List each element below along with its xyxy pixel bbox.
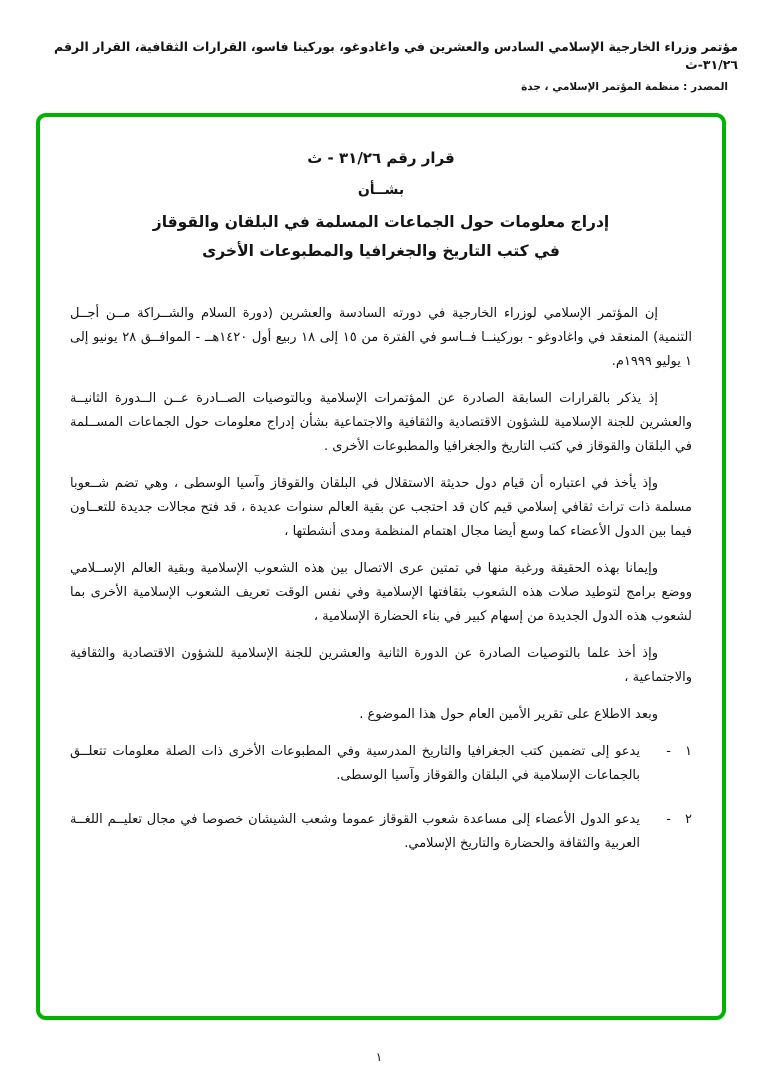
item-2-text: يدعو الدول الأعضاء إلى مساعدة شعوب القوقاز عموما وشعب الشيشان خصوصا في مجال تعليــم اللغــة العربية والثقافة والحضارة والتاريخ الإسلامي. bbox=[70, 812, 640, 851]
preamble-paragraph-1: إن المؤتمر الإسلامي لوزراء الخارجية في دورته السادسة والعشرين (دورة السلام والشــراكة مــن أجــل التنمية) المنعقد في واغادوغو - بوركينــا فــاسو في الفترة من ١٥ إلى ١٨ ربيع أول ١٤٢٠هــ - الموافــق ٢٨ يونيو إلى ١ يوليو ١٩٩٩م. bbox=[70, 306, 692, 369]
resolution-subject-line2: في كتب التاريخ والجغرافيا والمطبوعات الأخرى bbox=[202, 242, 560, 260]
item-1-text: يدعو إلى تضمين كتب الجغرافيا والتاريخ المدرسية وفي المطبوعات الأخرى ذات الصلة معلومات تتعلــق بالجماعات الإسلامية في البلقان والقوقاز وآسيا الوسطى. bbox=[70, 744, 640, 783]
operative-items bbox=[70, 740, 692, 856]
operative-item-1 bbox=[70, 740, 692, 788]
item-1-number: ١ - bbox=[666, 744, 692, 759]
document-header bbox=[0, 0, 758, 93]
preamble-paragraph-5: وإذ أخذ علما بالتوصيات الصادرة عن الدورة الثانية والعشرين للجنة الإسلامية للشؤون الاقتصادية والثقافية والاجتماعية ، bbox=[70, 646, 692, 685]
resolution-subject-line1: إدراج معلومات حول الجماعات المسلمة في البلقان والقوقاز bbox=[152, 213, 610, 231]
resolution-frame bbox=[36, 113, 726, 1020]
resolution-body bbox=[70, 302, 692, 727]
page-number: ١ bbox=[375, 1050, 383, 1064]
resolution-title-block bbox=[70, 149, 692, 260]
header-source: المصدر : منظمة المؤتمر الإسلامي ، جدة bbox=[521, 81, 728, 94]
preamble-paragraph-2: إذ يذكر بالقرارات السابقة الصادرة عن المؤتمرات الإسلامية وبالتوصيات الصــادرة عــن الــدورة الثانيــة والعشرين للجنة الإسلامية للشؤون الاقتصادية والثقافية والاجتماعية بشأن إدراج معلومات حول الجماعات المســلمة في البلقان والقوقاز في كتب التاريخ والجغرافيا والمطبوعات الأخرى . bbox=[70, 391, 692, 454]
preamble-paragraph-6: وبعد الاطلاع على تقرير الأمين العام حول هذا الموضوع . bbox=[359, 707, 658, 722]
header-title: مؤتمر وزراء الخارجية الإسلامي السادس والعشرين في واغادوغو، بوركينا فاسو، القرارات الثقافية، القرار الرقم ٣١/٢٦-ث bbox=[54, 39, 738, 73]
resolution-regarding: بشــأن bbox=[357, 182, 405, 198]
page-footer bbox=[0, 1050, 758, 1064]
resolution-number: قرار رقم ٣١/٢٦ - ث bbox=[307, 149, 455, 167]
preamble-paragraph-4: وإيمانا بهذه الحقيقة ورغبة منها في تمتين عرى الاتصال بين هذه الشعوب الإسلامية وبقية العالم الإســلامي ووضع برامج لتوطيد صلات هذه الشعوب بثقافتها الإسلامية وفي نفس الوقت تعريف الشعوب الإسلامية الأخرى بما لشعوب هذه الدول الجديدة من إسهام كبير في بناء الحضارة الإسلامية ، bbox=[70, 561, 692, 624]
item-2-number: ٢ - bbox=[666, 812, 692, 827]
operative-item-2 bbox=[70, 808, 692, 856]
preamble-paragraph-3: وإذ يأخذ في اعتباره أن قيام دول حديثة الاستقلال في البلقان والقوقاز وآسيا الوسطى ، وهي تضم شــعوبا مسلمة ذات تراث ثقافي إسلامي قيم كان قد احتجب عن بقية العالم سنوات عديدة ، قد فتح مجالات جديدة للتعــاون فيما بين الدول الأعضاء كما وسع أيضا مجال اهتمام المنظمة ومدى أنشطتها ، bbox=[70, 476, 692, 539]
